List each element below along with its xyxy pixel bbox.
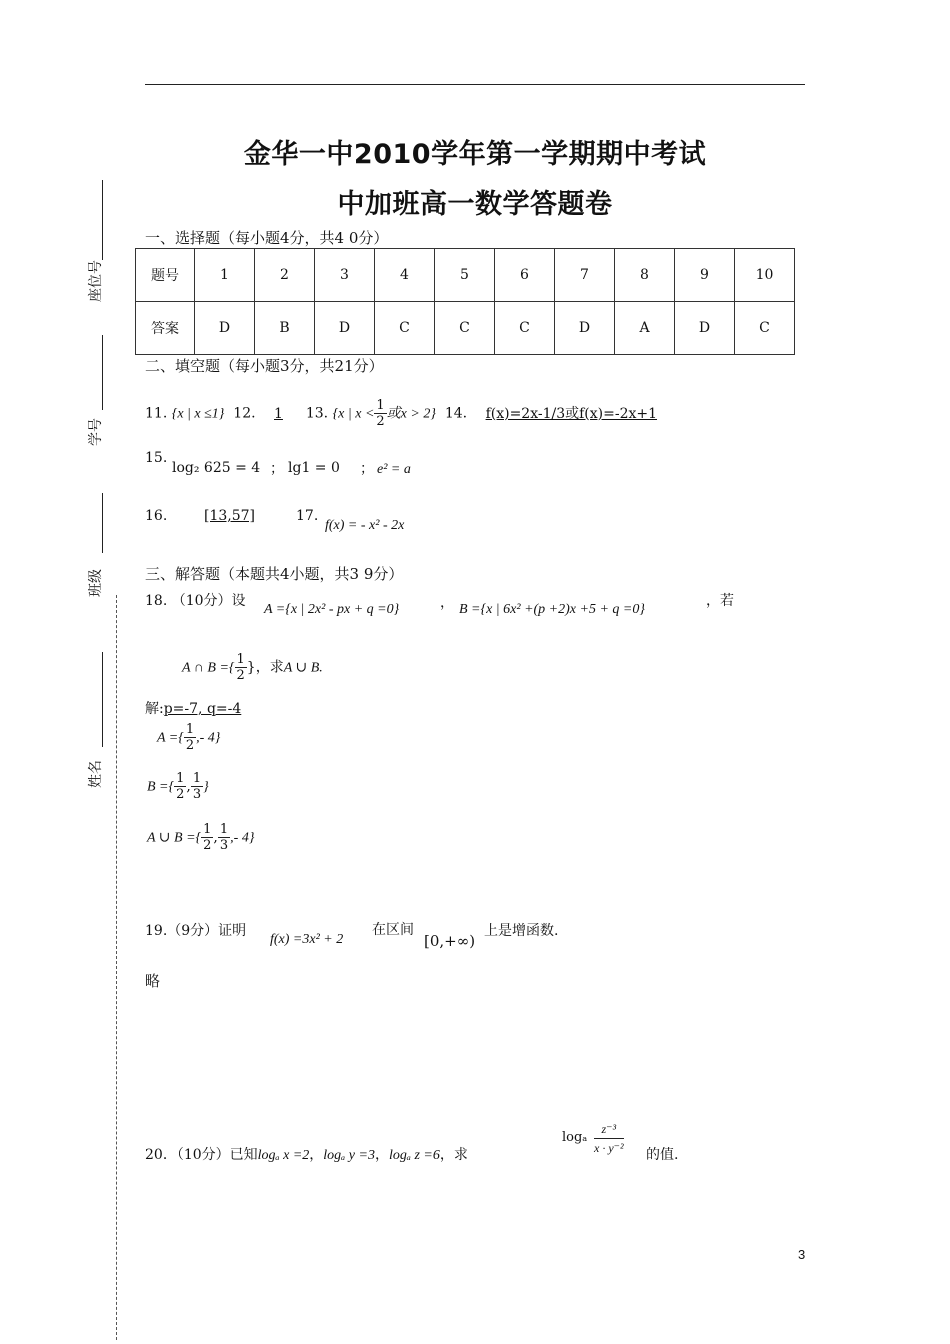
class-label: 班级 (88, 569, 104, 597)
section2-heading: 二、填空题（每小题3分，共21分） (145, 357, 384, 375)
q18-set-a: A ={x | 2x² - px + q =0} (264, 602, 400, 617)
table-cell: C (375, 302, 435, 355)
q19-answer: 略 (145, 972, 161, 990)
q19-end: 上是增函数. (484, 923, 559, 939)
q18-set-a-result: A ={ $\frac{1}{2}$ ,- 4} (157, 722, 221, 753)
q15-answer-c: e² = a (377, 462, 411, 477)
table-cell: D (315, 302, 375, 355)
q19-interval: [0,+∞) (424, 932, 476, 950)
q20-fraction: $\frac{\text{z⁻³}}{\text{x · y⁻²}}$ (594, 1122, 624, 1155)
q20-cond-3: logₐ z =6 (388, 1148, 440, 1163)
table-cell: C (435, 302, 495, 355)
header-rule (145, 84, 805, 85)
q14-label: 14. (444, 405, 468, 422)
q17-label: 17. (296, 508, 319, 524)
table-cell: B (255, 302, 315, 355)
q11-answer: {x | x ≤1} (171, 406, 225, 422)
q12-label: 12. (233, 405, 256, 422)
q18-ruo: ，若 (706, 593, 734, 609)
row-label: 答案 (136, 302, 195, 355)
table-cell: 6 (495, 249, 555, 302)
binding-dotted-line (116, 595, 117, 1340)
q18-union-result: A ∪ B ={ $\frac{1}{2}$ , $\frac{1}{3}$ ,- 4} (147, 822, 255, 853)
table-cell: D (195, 302, 255, 355)
table-cell: 8 (615, 249, 675, 302)
q15-sep-1: ； (270, 461, 284, 477)
q13-fraction: $\frac{1}{2}$ (376, 398, 385, 429)
q17-answer: f(x) = - x² - 2x (325, 518, 405, 533)
q14-answer: f(x)=2x-1/3或f(x)=-2x+1 (485, 405, 658, 422)
page-number: 3 (798, 1247, 806, 1262)
table-cell: C (735, 302, 795, 355)
q18-set-b: B ={x | 6x² +(p +2)x +5 + q =0} (459, 602, 645, 617)
q18-pq-values: p=-7, q=-4 (163, 701, 242, 717)
name-label: 姓名 (88, 760, 104, 788)
q18-set-b-result: B ={ $\frac{1}{2}$ , $\frac{1}{3}$ } (147, 771, 209, 802)
q20-cond-2: logₐ y =3 (323, 1148, 375, 1163)
table-cell: C (495, 302, 555, 355)
q20-line: 20．（10分）已知logₐ x =2，logₐ y =3，logₐ z =6，求 (145, 1147, 468, 1163)
q13-answer-pre: {x | x < (332, 406, 375, 422)
q13-label: 13. (305, 405, 329, 422)
exam-subtitle: 中加班高一数学答题卷 (337, 189, 613, 220)
table-cell: 2 (255, 249, 315, 302)
section3-heading: 三、解答题（本题共4小题，共3 9分） (145, 565, 404, 583)
table-cell: 1 (195, 249, 255, 302)
row-label: 题号 (136, 249, 195, 302)
q18-solution: 解:p=-7, q=-4 (145, 701, 242, 717)
q15-sep-2: ； (360, 461, 374, 477)
fraction-half: $\frac{1}{2}$ (236, 652, 245, 683)
seat-line (102, 180, 103, 260)
name-line (102, 652, 103, 747)
table-cell: 9 (675, 249, 735, 302)
q18-find: A ∪ B. (283, 660, 323, 676)
q19-label: 19.（9分）证明 (145, 923, 247, 939)
table-row (136, 302, 795, 355)
q11-14-line (145, 398, 657, 429)
section1-heading: 一、选择题（每小题4分，共4 0分） (145, 229, 389, 247)
table-row (136, 249, 795, 302)
q12-answer: 1 (274, 405, 283, 422)
student-no-line (102, 335, 103, 410)
q20-log: logₐ (562, 1130, 588, 1145)
q15-answer-b: lg1 = 0 (288, 460, 340, 476)
seat-label: 座位号 (88, 260, 104, 302)
q16-label: 16. (145, 508, 168, 524)
q13-answer-post: 或x > 2} (386, 406, 436, 422)
table-cell: 5 (435, 249, 495, 302)
q18-label: 18. （10分）设 (145, 593, 246, 609)
table-cell: D (675, 302, 735, 355)
answer-table (135, 248, 795, 355)
class-line (102, 493, 103, 553)
table-cell: D (555, 302, 615, 355)
q20-end: 的值. (646, 1147, 679, 1163)
q18-comma: ， (440, 595, 454, 611)
exam-title: 金华一中2010学年第一学期期中考试 (243, 139, 707, 170)
table-cell: 3 (315, 249, 375, 302)
table-cell: 7 (555, 249, 615, 302)
q18-condition: A ∩ B ={ $\frac{1}{2}$ }，求A ∪ B. (182, 652, 323, 683)
q19-function: f(x) =3x² + 2 (270, 932, 344, 947)
q15-answer-a: log₂ 625 = 4 (172, 460, 261, 476)
q19-mid: 在区间 (372, 922, 414, 938)
q15-label: 15. (145, 450, 168, 466)
q11-label: 11. (145, 405, 168, 422)
student-no-label: 学号 (88, 418, 104, 446)
table-cell: A (615, 302, 675, 355)
q20-cond-1: logₐ x =2 (257, 1148, 310, 1163)
table-cell: 10 (735, 249, 795, 302)
q16-answer: [13,57] (204, 508, 256, 524)
table-cell: 4 (375, 249, 435, 302)
